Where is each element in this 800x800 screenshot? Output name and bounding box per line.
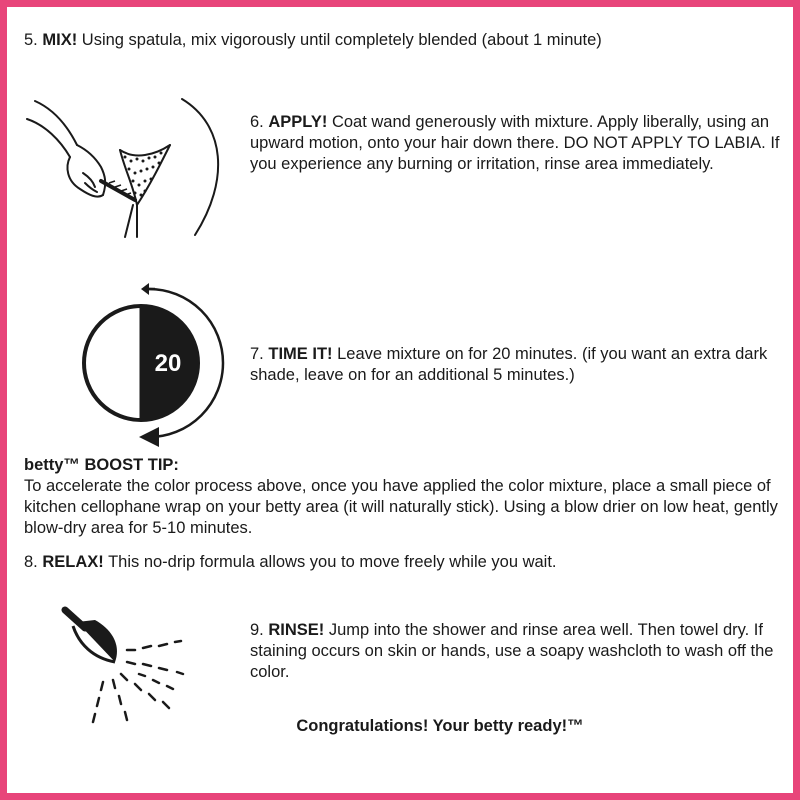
step-rinse-text: Jump into the shower and rinse area well. Then towel dry. If staining occurs on skin or hands, use a soapy washcloth to wash off the color.: [250, 621, 774, 681]
step-mix-number: 5.: [24, 31, 43, 49]
boost-tip-title: betty™ BOOST TIP:: [24, 456, 179, 474]
step-relax-number: 8.: [24, 553, 43, 571]
step-relax: [24, 552, 784, 573]
step-rinse-number: 9.: [250, 621, 269, 639]
step-time: [250, 344, 780, 386]
step-apply: [250, 112, 780, 175]
boost-tip-text: To accelerate the color process above, once you have applied the color mixture, place a small piece of kitchen cellophane wrap on your betty area (it will naturally stick). Using a blow drier on low heat, gently blow-dry area for 5-10 minutes.: [24, 477, 778, 537]
step-rinse: [250, 620, 780, 683]
step-time-number: 7.: [250, 345, 269, 363]
step-apply-keyword: APPLY!: [268, 113, 328, 131]
step-apply-number: 6.: [250, 113, 269, 131]
step-apply-text: Coat wand generously with mixture. Apply liberally, using an upward motion, onto your hair down there. DO NOT APPLY TO LABIA. If you experience any burning or irritation, rinse area immediately.: [250, 113, 780, 173]
step-rinse-keyword: RINSE!: [268, 621, 325, 639]
application-illustration-icon: [25, 95, 245, 240]
timer-minutes: 20: [154, 350, 182, 377]
step-mix: [24, 30, 784, 51]
step-mix-text: Using spatula, mix vigorously until completely blended (about 1 minute): [77, 31, 602, 49]
step-time-keyword: TIME IT!: [268, 345, 333, 363]
timer-icon: [75, 275, 225, 455]
shower-head-icon: [55, 600, 205, 730]
closing-message: Congratulations! Your betty ready!™: [296, 717, 584, 735]
step-time-text: Leave mixture on for 20 minutes. (if you want an extra dark shade, leave on for an additional 5 minutes.): [250, 345, 768, 384]
step-relax-keyword: RELAX!: [42, 553, 104, 571]
step-relax-text: This no-drip formula allows you to move freely while you wait.: [103, 553, 557, 571]
step-mix-keyword: MIX!: [42, 31, 78, 49]
